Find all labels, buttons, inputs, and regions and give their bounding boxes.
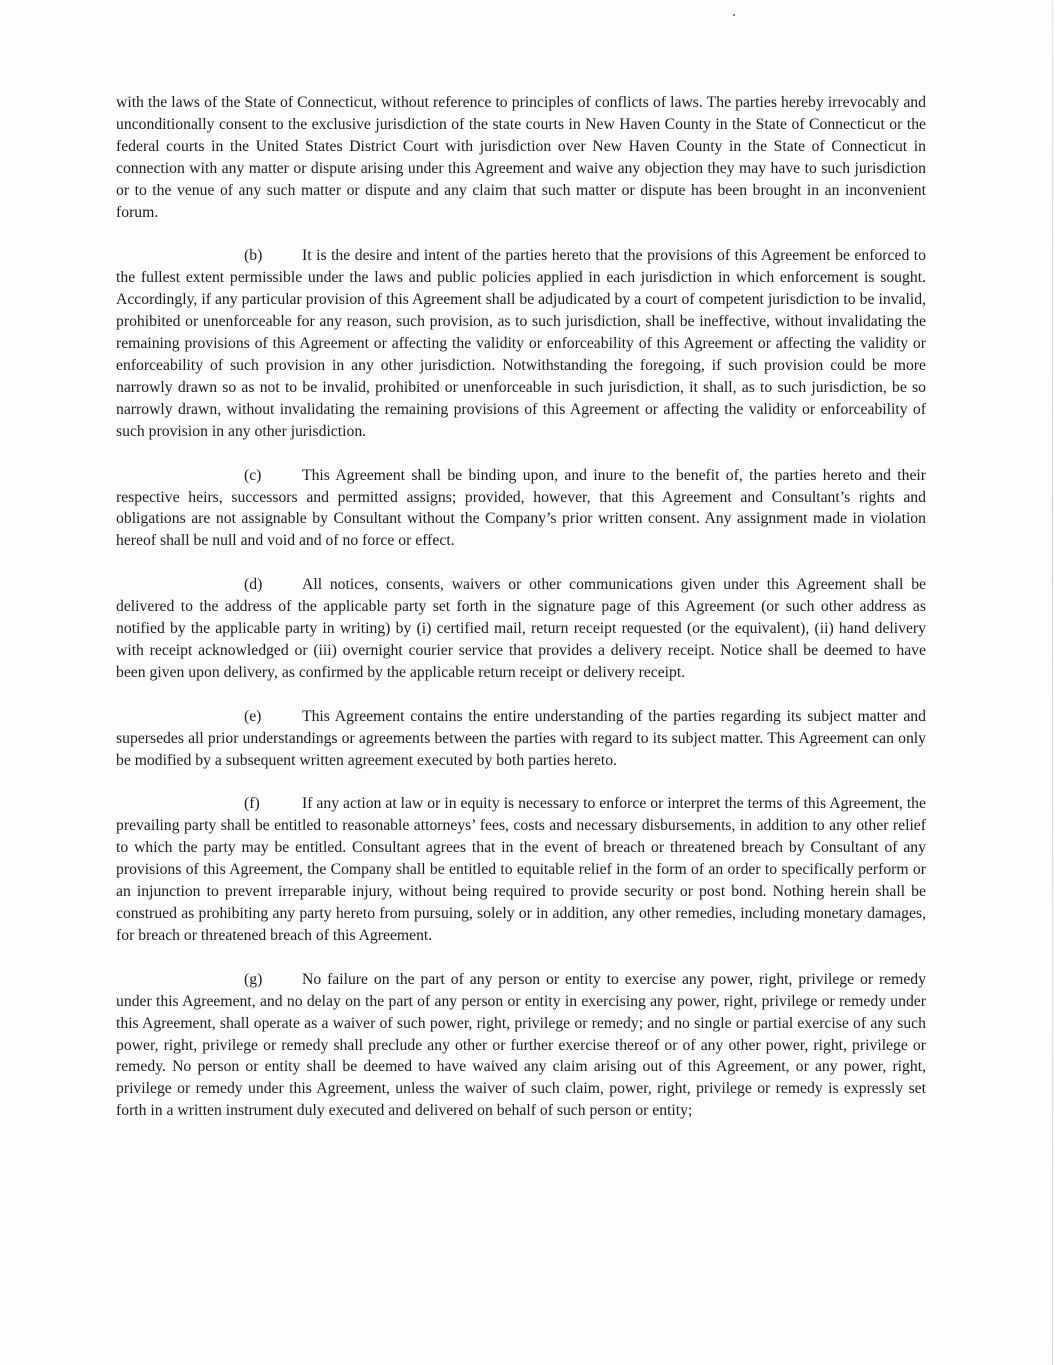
paragraph-label: (d) [244, 576, 263, 594]
paragraph-text: This Agreement shall be binding upon, and inure to the benefit of, the parties hereto and their respective heirs, successors and permitted assigns; provided, however, that this Agreement and Consultant’s rights and obligations are not assignable by Consultant without the Company’s prior written consent. Any assignment made in violation hereof shall be null and void and of no force or effect. [116, 466, 926, 550]
scan-speck [733, 14, 735, 16]
paragraph-text: If any action at law or in equity is necessary to enforce or interpret the terms of this Agreement, the prevailing party shall be entitled to reasonable attorneys’ fees, costs and necessary disbursements, in addition to any other relief to which the party may be entitled. Consultant agrees that in the event of breach or threatened breach by Consultant of any provisions of this Agreement, the Company shall be entitled to equitable relief in the form of an order to specifically perform or an injunction to prevent irreparable injury, without being required to provide security or post bond. Nothing herein shall be construed as prohibiting any party hereto from pursuing, solely or in addition, any other remedies, including monetary damages, for breach or threatened breach of this Agreement. [116, 795, 926, 944]
paragraph-f [116, 793, 926, 946]
paragraph-label: (e) [244, 707, 262, 725]
paragraph-label: (b) [244, 247, 263, 265]
scan-edge-line [1052, 0, 1053, 1365]
paragraph-b [116, 245, 926, 442]
paragraph-e [116, 706, 926, 772]
paragraph-g [116, 969, 926, 1122]
paragraph-text: It is the desire and intent of the parties hereto that the provisions of this Agreement be enforced to the fullest extent permissible under the laws and public policies applied in each jurisdiction in which enforcement is sought. Accordingly, if any particular provision of this Agreement shall be adjudicated by a court of competent jurisdiction to be invalid, prohibited or unenforceable for any reason, such provision, as to such jurisdiction, shall be ineffective, without invalidating the remaining provisions of this Agreement or affecting the validity or enforceability of this Agreement or affecting the validity or enforceability of such provision in any other jurisdiction. Notwithstanding the foregoing, if such provision could be more narrowly drawn so as not to be invalid, prohibited or unenforceable in such jurisdiction, it shall, as to such jurisdiction, be so narrowly drawn, without invalidating the remaining provisions of this Agreement or affecting the validity or enforceability of such provision in any other jurisdiction. [116, 247, 926, 440]
paragraph-text: with the laws of the State of Connecticut, without reference to principles of conflicts of laws. The parties hereby irrevocably and unconditionally consent to the exclusive jurisdiction of the state courts in New Haven County in the State of Connecticut or the federal courts in the United States District Court with jurisdiction over New Haven County in the State of Connecticut in connection with any matter or dispute arising under this Agreement and waive any objection they may have to such jurisdiction or to the venue of any such matter or dispute and any claim that such matter or dispute has been brought in an inconvenient forum. [116, 94, 926, 221]
paragraph-text: This Agreement contains the entire understanding of the parties regarding its subject matter and supersedes all prior understandings or agreements between the parties with regard to its subject matter. This Agreement can only be modified by a subsequent written agreement executed by both parties hereto. [116, 707, 926, 769]
paragraph-text: All notices, consents, waivers or other communications given under this Agreement shall be delivered to the address of the applicable party set forth in the signature page of this Agreement (or such other address as notified by the applicable party in writing) by (i) certified mail, return receipt requested (or the equivalent), (ii) hand delivery with receipt acknowledged or (iii) overnight courier service that provides a delivery receipt. Notice shall be deemed to have been given upon delivery, as confirmed by the applicable return receipt or delivery receipt. [116, 576, 926, 681]
paragraph-label: (c) [244, 466, 262, 484]
paragraph-c [116, 465, 926, 553]
paragraph-label: (f) [244, 795, 260, 813]
paragraph-label: (g) [244, 970, 263, 988]
document-body [116, 92, 926, 1144]
paragraph-governing-law [116, 92, 926, 223]
paragraph-d [116, 574, 926, 684]
paragraph-text: No failure on the part of any person or entity to exercise any power, right, privilege or remedy under this Agreement, and no delay on the part of any person or entity in exercising any power, right, privilege or remedy under this Agreement, shall operate as a waiver of such power, right, privilege or remedy; and no single or partial exercise of any such power, right, privilege or remedy shall preclude any other or further exercise thereof or of any other power, right, privilege or remedy. No person or entity shall be deemed to have waived any claim arising out of this Agreement, or any power, right, privilege or remedy under this Agreement, unless the waiver of such claim, power, right, privilege or remedy is expressly set forth in a written instrument duly executed and delivered on behalf of such person or entity; [116, 970, 926, 1120]
